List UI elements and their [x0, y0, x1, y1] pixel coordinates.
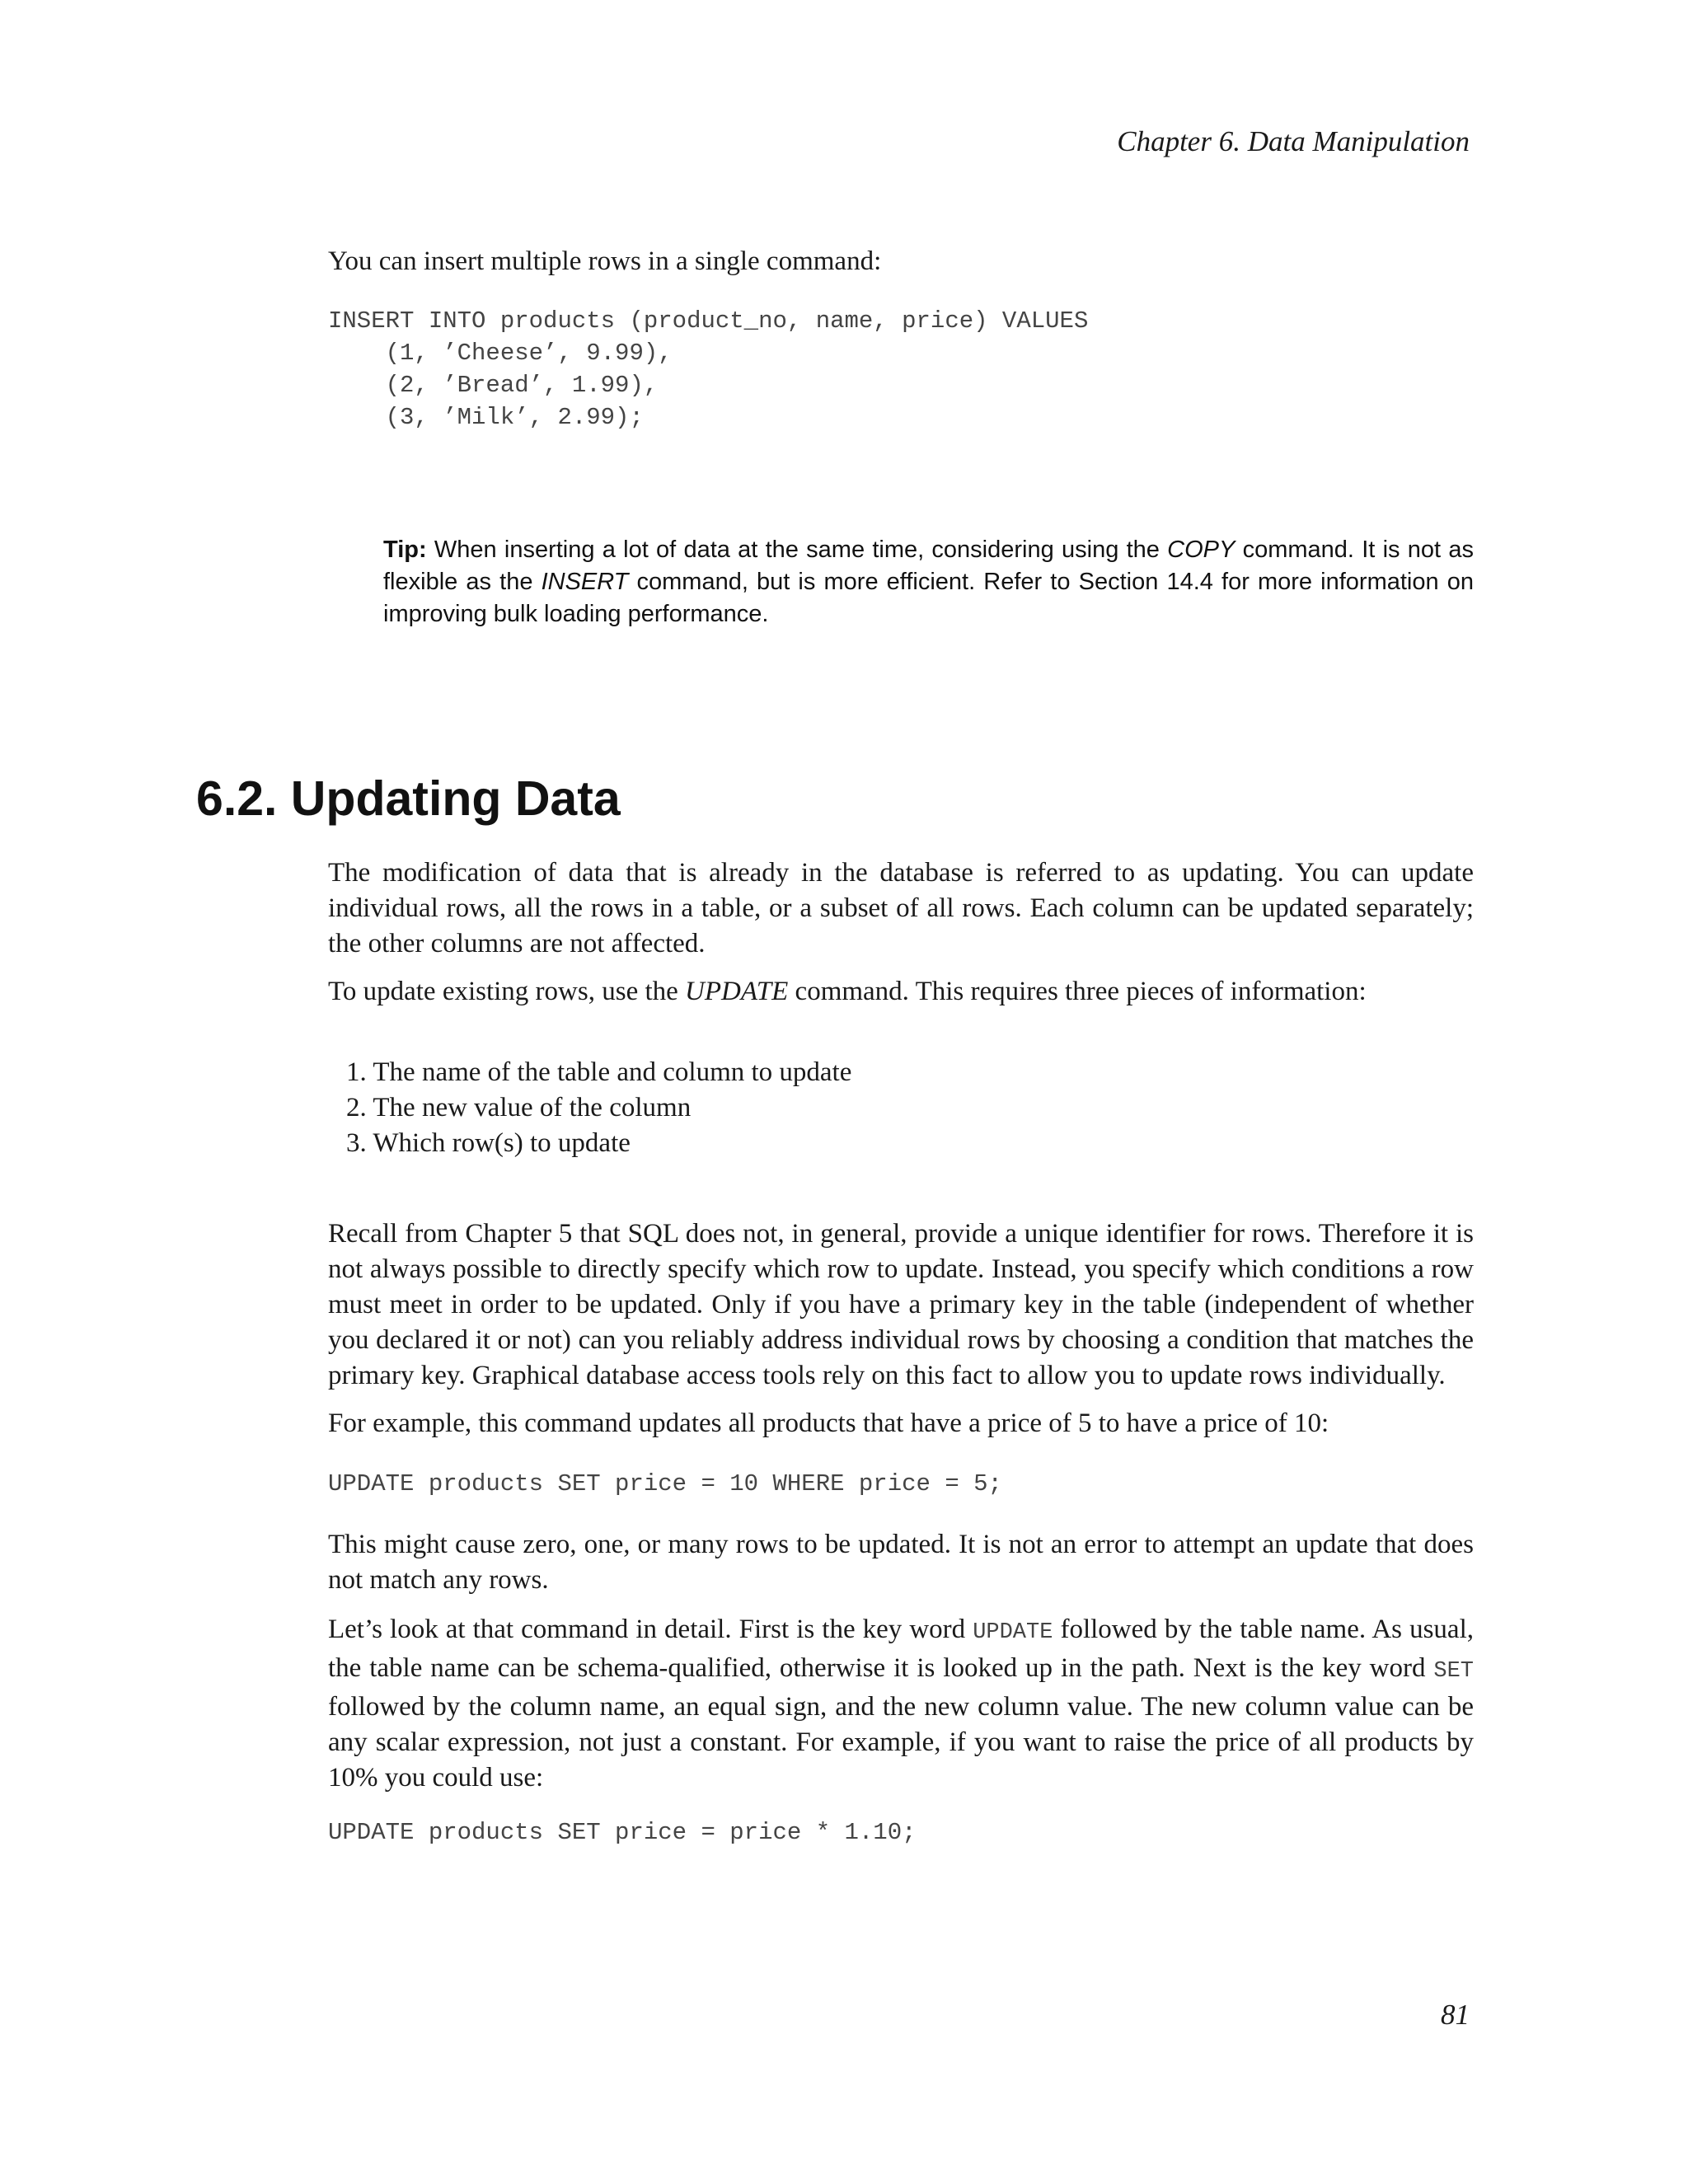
update-intro-text-2: command. This requires three pieces of information: — [788, 977, 1367, 1006]
running-header: Chapter 6. Data Manipulation — [1117, 125, 1470, 157]
tip-note — [383, 534, 1474, 630]
paragraph-modification — [328, 855, 1474, 962]
inline-code-update: UPDATE — [973, 1620, 1053, 1645]
update-command-emphasis: UPDATE — [685, 977, 789, 1006]
paragraph-update-intro-text — [328, 974, 1474, 1010]
intro-paragraph — [328, 244, 1474, 279]
requirements-list — [346, 1055, 851, 1161]
paragraph-example — [328, 1406, 1474, 1441]
paragraph-detail — [328, 1612, 1474, 1796]
section-heading: 6.2. Updating Data — [196, 771, 621, 826]
paragraph-update-intro — [328, 974, 1474, 1010]
detail-text-2: followed by the table name. As usual, the table name can be schema-qualified, otherwise it is looked up in the path. Next is the key word — [328, 1615, 1474, 1683]
tip-insert-command: INSERT — [541, 569, 629, 595]
paragraph-recall — [328, 1216, 1474, 1394]
code-block-update-1: UPDATE products SET price = 10 WHERE price = 5; — [328, 1470, 1002, 1497]
code-block-insert: INSERT INTO products (product_no, name, price) VALUES (1, ’Cheese’, 9.99), (2, ’Bread’, 1.99), (3, ’Milk’, 2.99); — [328, 307, 1089, 431]
tip-text-2: command. It is not as flexible as the — [383, 537, 1474, 595]
paragraph-zero-text: This might cause zero, one, or many rows to be updated. It is not an error to attempt an update that does not match any rows. — [328, 1530, 1474, 1595]
inline-code-set: SET — [1433, 1659, 1474, 1684]
paragraph-detail-text — [328, 1612, 1474, 1796]
tip-copy-command: COPY — [1167, 537, 1236, 563]
detail-text-1: Let’s look at that command in detail. First is the key word — [328, 1615, 973, 1644]
paragraph-modification-text: The modification of data that is already in the database is referred to as updating. You can update individual rows, all the rows in a table, or a subset of all rows. Each column can be updated separately; the other columns are not affected. — [328, 858, 1474, 958]
list-item: 3. Which row(s) to update — [346, 1128, 631, 1158]
detail-text-3: followed by the column name, an equal sign, and the new column value. The new column value can be any scalar expression, not just a constant. For example, if you want to raise the price of all products by 10% you could use: — [328, 1692, 1474, 1793]
update-intro-text-1: To update existing rows, use the — [328, 977, 686, 1006]
paragraph-zero — [328, 1527, 1474, 1598]
intro-text: You can insert multiple rows in a single command: — [328, 246, 882, 276]
tip-text-1: When inserting a lot of data at the same time, considering using the — [426, 537, 1168, 563]
list-item: 1. The name of the table and column to update — [346, 1057, 852, 1087]
page-number: 81 — [1441, 1999, 1470, 2031]
paragraph-example-text: For example, this command updates all products that have a price of 5 to have a price of 10: — [328, 1408, 1329, 1438]
tip-label: Tip: — [383, 537, 427, 563]
tip-text-3: command, but is more efficient. Refer to Section 14.4 for more information on improving bulk loading performance. — [383, 569, 1474, 627]
list-item: 2. The new value of the column — [346, 1093, 692, 1122]
code-block-update-2: UPDATE products SET price = price * 1.10; — [328, 1819, 917, 1846]
paragraph-recall-text: Recall from Chapter 5 that SQL does not, in general, provide a unique identifier for rows. Therefore it is not always possible to directly specify which row to update. Instead, you specify which conditions a row must meet in order to be updated. Only if you have a primary key in the table (independent of whether you declared it or not) can you reliably address individual rows by choosing a condition that matches the primary key. Graphical database access tools rely on this fact to allow you to update rows individually. — [328, 1219, 1474, 1390]
